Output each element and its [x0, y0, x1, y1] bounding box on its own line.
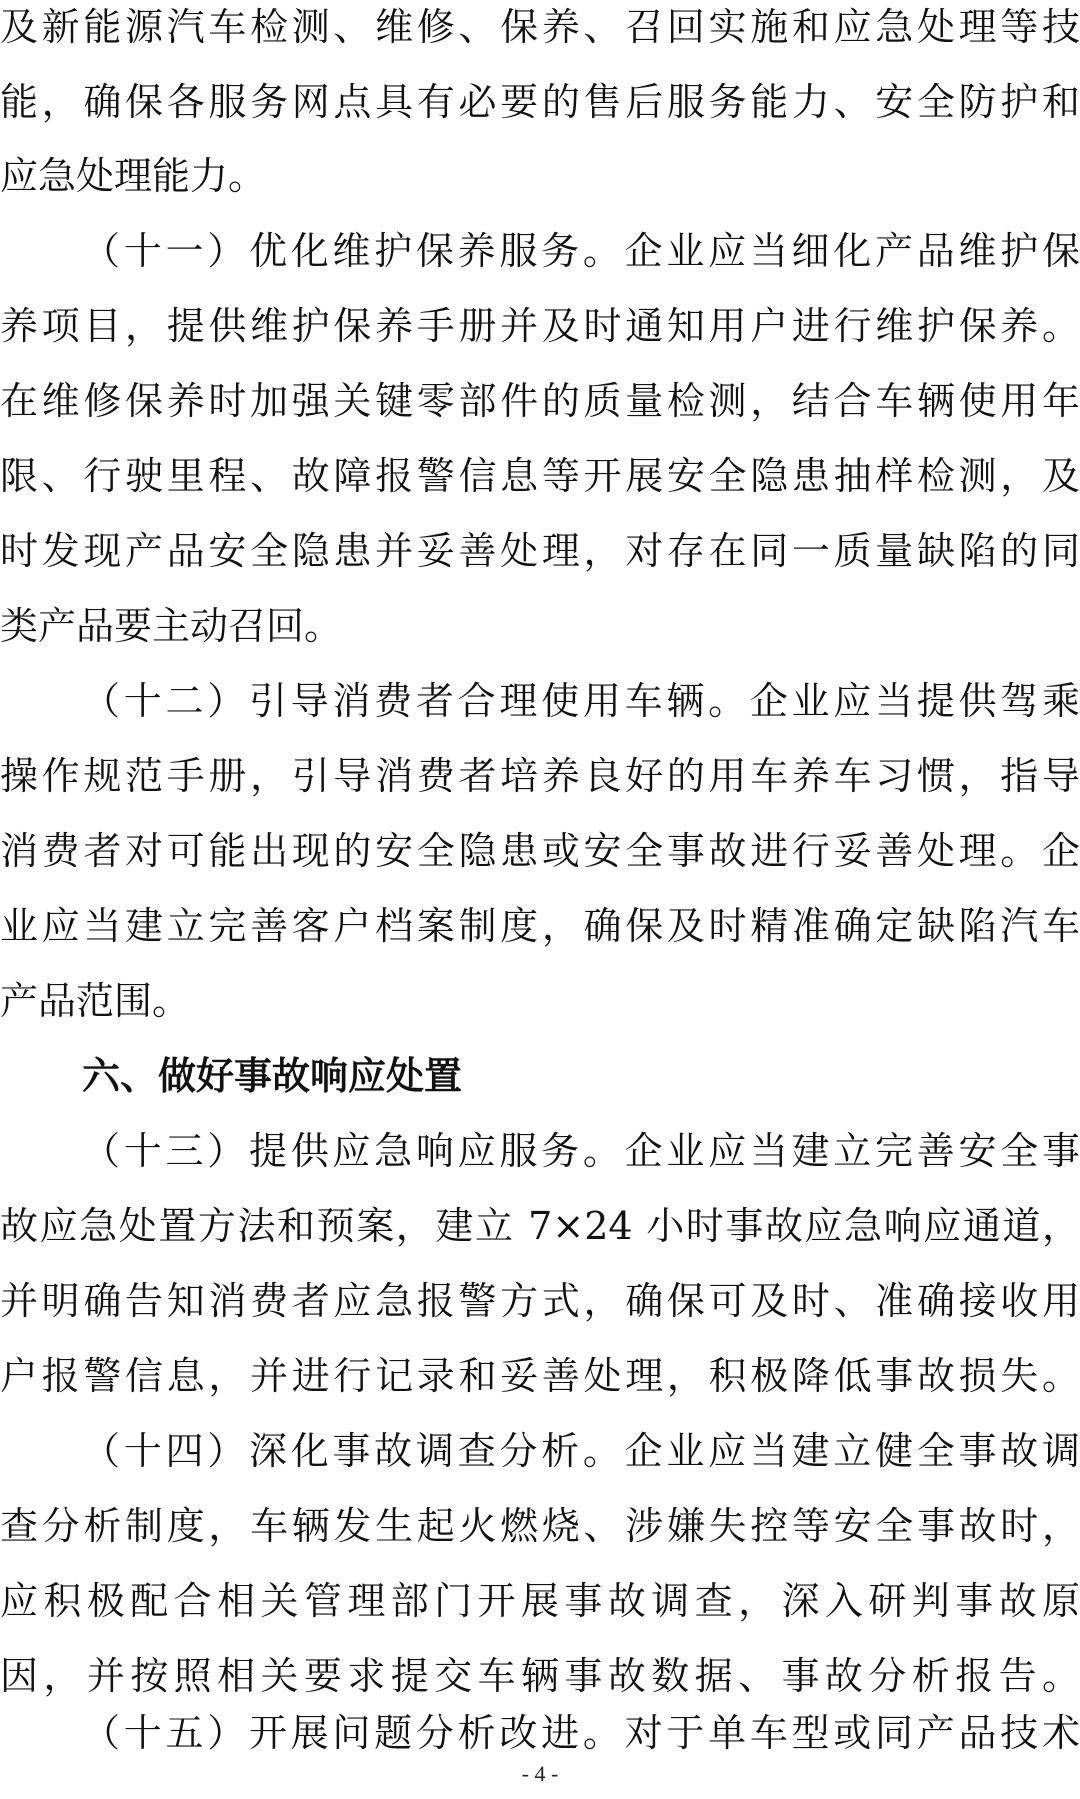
section-heading: 六、做好事故响应处置	[82, 1054, 463, 1098]
text-line: 业应当建立完善客户档案制度，确保及时精准确定缺陷汽车	[0, 904, 1080, 948]
text-line: 及新能源汽车检测、维修、保养、召回实施和应急处理等技	[0, 5, 1080, 49]
text-line: 应积极配合相关管理部门开展事故调查，深入研判事故原	[0, 1579, 1080, 1623]
page-number: - 4 -	[521, 1761, 559, 1786]
text-line: 养项目，提供维护保养手册并及时通知用户进行维护保养。	[0, 304, 1080, 348]
paragraph-first-line: （十五）开展问题分析改进。对于单车型或同产品技术	[82, 1711, 1080, 1755]
text-line: 能，确保各服务网点具有必要的售后服务能力、安全防护和	[0, 80, 1080, 124]
paragraph-first-line: （十四）深化事故调查分析。企业应当建立健全事故调	[82, 1429, 1080, 1473]
text-line: 消费者对可能出现的安全隐患或安全事故进行妥善处理。企	[0, 829, 1080, 873]
text-line: 类产品要主动召回。	[0, 604, 343, 648]
text-line: 故应急处置方法和预案，建立 7×24 小时事故应急响应通道，	[0, 1204, 1080, 1248]
text-line: 户报警信息，并进行记录和妥善处理，积极降低事故损失。	[0, 1354, 1080, 1398]
paragraph-first-line: （十三）提供应急响应服务。企业应当建立完善安全事	[82, 1129, 1080, 1173]
text-line: 查分析制度，车辆发生起火燃烧、涉嫌失控等安全事故时，	[0, 1504, 1080, 1548]
text-line: 因，并按照相关要求提交车辆事故数据、事故分析报告。	[0, 1654, 1080, 1698]
text-line: 限、行驶里程、故障报警信息等开展安全隐患抽样检测，及	[0, 454, 1080, 498]
text-line: 并明确告知消费者应急报警方式，确保可及时、准确接收用	[0, 1279, 1080, 1323]
text-line: 操作规范手册，引导消费者培养良好的用车养车习惯，指导	[0, 754, 1080, 798]
text-line: 应急处理能力。	[0, 154, 267, 198]
paragraph-first-line: （十二）引导消费者合理使用车辆。企业应当提供驾乘	[82, 679, 1080, 723]
text-line: 时发现产品安全隐患并妥善处理，对存在同一质量缺陷的同	[0, 529, 1080, 573]
text-line: 在维修保养时加强关键零部件的质量检测，结合车辆使用年	[0, 379, 1080, 423]
paragraph-first-line: （十一）优化维护保养服务。企业应当细化产品维护保	[82, 229, 1080, 273]
text-line: 产品范围。	[0, 979, 191, 1023]
